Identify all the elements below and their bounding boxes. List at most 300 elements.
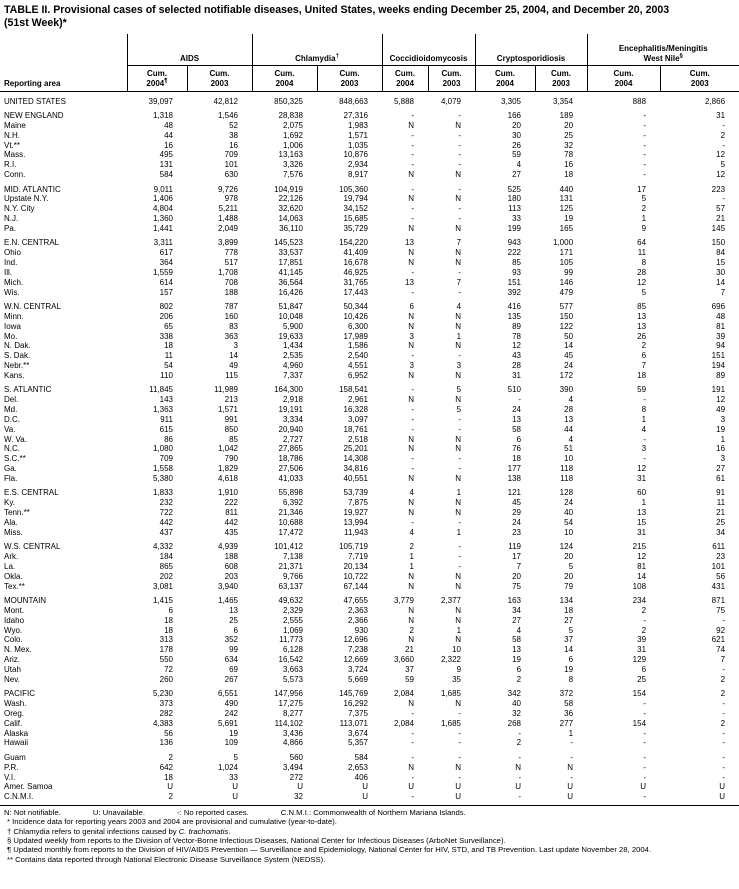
data-cell: 32 bbox=[564, 140, 574, 150]
data-cell: 19 bbox=[564, 214, 574, 224]
data-cell: 49 bbox=[716, 405, 726, 415]
data-cell: 364 bbox=[159, 258, 173, 268]
data-cell: 7,375 bbox=[347, 708, 368, 718]
data-cell: 642 bbox=[159, 762, 173, 772]
sub-column-header bbox=[428, 66, 475, 92]
data-cell: 4,804 bbox=[152, 204, 173, 214]
data-cell: 51 bbox=[564, 444, 574, 454]
data-cell: 1,035 bbox=[347, 140, 368, 150]
data-cell: 5 bbox=[641, 194, 647, 204]
data-cell: - bbox=[518, 728, 522, 738]
column-group-label: AIDS bbox=[179, 53, 200, 63]
row-label: Calif. bbox=[4, 718, 23, 728]
data-cell: 191 bbox=[711, 385, 726, 395]
data-cell: 22,126 bbox=[278, 194, 303, 204]
data-cell: - bbox=[458, 772, 462, 782]
column-group-label-line2: West Nile§ bbox=[643, 52, 683, 63]
data-cell: - bbox=[722, 699, 726, 709]
data-cell: 2,363 bbox=[347, 605, 368, 615]
data-cell: - bbox=[458, 184, 462, 194]
data-cell: 29 bbox=[512, 508, 522, 518]
data-cell: 16,328 bbox=[343, 405, 368, 415]
data-cell: 122 bbox=[559, 321, 574, 331]
data-cell: 1,069 bbox=[282, 625, 303, 635]
data-cell: 234 bbox=[632, 596, 647, 605]
data-cell: 12 bbox=[512, 341, 522, 351]
data-cell: 10,048 bbox=[278, 311, 303, 321]
data-cell: 20,940 bbox=[278, 424, 303, 434]
data-cell: 2 bbox=[641, 341, 647, 351]
data-cell: N bbox=[408, 508, 414, 518]
data-cell: 7,719 bbox=[347, 552, 368, 562]
data-cell: 20 bbox=[512, 120, 522, 130]
data-cell: 7,337 bbox=[282, 370, 303, 380]
table-row bbox=[0, 258, 739, 268]
data-cell: - bbox=[458, 752, 462, 762]
data-cell: N bbox=[408, 370, 414, 380]
data-cell: 617 bbox=[159, 248, 173, 258]
data-cell: - bbox=[458, 464, 462, 474]
notifiable-diseases-table bbox=[0, 34, 739, 802]
data-cell: 615 bbox=[159, 424, 173, 434]
data-cell: 3,436 bbox=[282, 728, 303, 738]
sub-column-cum-label: Cum. bbox=[274, 69, 295, 78]
data-cell: N bbox=[455, 223, 462, 233]
data-cell: 21,371 bbox=[278, 561, 303, 571]
data-cell: N bbox=[408, 605, 414, 615]
row-label: Ariz. bbox=[4, 655, 20, 665]
footnote bbox=[7, 845, 735, 854]
data-cell: 222 bbox=[224, 498, 238, 508]
data-cell: 3,494 bbox=[282, 762, 303, 772]
data-cell: 3 bbox=[409, 361, 414, 371]
data-cell: N bbox=[455, 341, 462, 351]
data-cell: 787 bbox=[224, 302, 238, 311]
data-cell: 33 bbox=[229, 772, 238, 782]
footnote bbox=[7, 817, 735, 826]
notes-list bbox=[4, 817, 735, 863]
data-cell: 1,363 bbox=[152, 405, 173, 415]
data-cell: 722 bbox=[159, 508, 173, 518]
sub-column-year-label: 2004 bbox=[496, 78, 514, 88]
data-cell: - bbox=[411, 708, 414, 718]
row-label: Va. bbox=[4, 424, 16, 434]
data-cell: 3,311 bbox=[153, 238, 173, 248]
data-cell: - bbox=[643, 111, 647, 121]
data-cell: 20 bbox=[564, 552, 574, 562]
data-cell: N bbox=[455, 699, 462, 709]
table-row bbox=[0, 204, 739, 214]
data-cell: 1,441 bbox=[152, 223, 173, 233]
data-cell: 13 bbox=[229, 605, 238, 615]
data-cell: N bbox=[408, 762, 414, 772]
data-cell: 16,426 bbox=[278, 287, 303, 297]
column-group-header bbox=[127, 34, 252, 66]
data-cell: 12 bbox=[637, 277, 647, 287]
data-cell: 435 bbox=[224, 527, 238, 537]
data-cell: 4,332 bbox=[152, 542, 173, 552]
table-row bbox=[0, 150, 739, 160]
data-cell: - bbox=[458, 140, 462, 150]
data-cell: - bbox=[411, 517, 414, 527]
data-cell: - bbox=[643, 170, 647, 180]
table-row bbox=[0, 763, 739, 773]
data-cell: 4,960 bbox=[282, 361, 303, 371]
data-cell: - bbox=[643, 699, 647, 709]
data-cell: 7,138 bbox=[282, 552, 303, 562]
data-cell: 67,144 bbox=[343, 581, 368, 591]
data-cell: 18 bbox=[164, 615, 173, 625]
data-cell: - bbox=[458, 424, 462, 434]
data-cell: 188 bbox=[224, 287, 238, 297]
data-cell: 5,900 bbox=[282, 321, 303, 331]
data-cell: - bbox=[722, 752, 726, 762]
data-cell: 26 bbox=[512, 140, 522, 150]
row-label: Tenn.** bbox=[4, 508, 30, 518]
data-cell: N bbox=[455, 120, 462, 130]
legend-item: N: Not notifiable. bbox=[4, 808, 61, 818]
data-cell: 8,917 bbox=[347, 170, 368, 180]
data-cell: 1,006 bbox=[282, 140, 303, 150]
data-cell: N bbox=[408, 311, 414, 321]
data-cell: 5,380 bbox=[152, 473, 173, 483]
data-cell: 60 bbox=[637, 488, 647, 498]
table-title-line1: TABLE II. Provisional cases of selected notifiable diseases, United States, weeks ending December 25, 2004, and December 20, 2003 bbox=[4, 4, 670, 16]
data-cell: U bbox=[640, 782, 647, 792]
data-cell: 2,540 bbox=[347, 351, 368, 361]
data-cell: 104,919 bbox=[274, 184, 303, 194]
data-cell: 13 bbox=[405, 238, 414, 248]
data-cell: - bbox=[722, 120, 726, 130]
table-row bbox=[0, 405, 739, 415]
data-cell: - bbox=[458, 517, 462, 527]
sub-column-year-label: 2003 bbox=[552, 78, 570, 88]
sub-column-cum-label: Cum. bbox=[339, 69, 360, 78]
sub-column-header bbox=[382, 66, 428, 92]
data-cell: 52 bbox=[229, 120, 238, 130]
data-cell: 6 bbox=[641, 664, 647, 674]
data-cell: 75 bbox=[716, 605, 726, 615]
data-cell: 442 bbox=[224, 517, 238, 527]
row-label: Alaska bbox=[4, 728, 29, 738]
data-cell: 79 bbox=[564, 581, 574, 591]
row-label: Okla. bbox=[4, 571, 23, 581]
data-cell: 1,571 bbox=[217, 405, 238, 415]
data-cell: 25 bbox=[564, 130, 574, 140]
data-cell: 213 bbox=[224, 395, 238, 405]
data-cell: 17,275 bbox=[278, 699, 303, 709]
data-cell: - bbox=[458, 111, 462, 121]
data-cell: 778 bbox=[224, 248, 238, 258]
data-cell: 871 bbox=[711, 596, 726, 605]
data-cell: 1 bbox=[409, 552, 414, 562]
data-cell: - bbox=[643, 772, 647, 782]
data-cell: 282 bbox=[159, 708, 173, 718]
data-cell: 5,691 bbox=[217, 718, 238, 728]
data-cell: - bbox=[411, 214, 414, 224]
data-cell: 1 bbox=[456, 527, 462, 537]
data-cell: 45 bbox=[564, 351, 574, 361]
data-cell: 11,845 bbox=[149, 385, 173, 395]
data-cell: 54 bbox=[164, 361, 173, 371]
row-label: E.N. CENTRAL bbox=[4, 238, 60, 248]
data-cell: - bbox=[411, 160, 414, 170]
sub-column-cum-label: Cum. bbox=[147, 69, 167, 78]
data-cell: 621 bbox=[711, 635, 726, 645]
table-row bbox=[0, 415, 739, 425]
data-cell: 203 bbox=[224, 571, 238, 581]
data-cell: 147,956 bbox=[274, 689, 303, 699]
data-cell: 4,383 bbox=[152, 718, 173, 728]
data-cell: 3 bbox=[720, 414, 726, 424]
data-cell: 17 bbox=[512, 552, 522, 562]
footnote-text: Incidence data for reporting years 2003 and 2004 are provisional and cumulative (year-to-date). bbox=[12, 817, 337, 827]
data-cell: 11,773 bbox=[279, 635, 303, 645]
data-cell: - bbox=[411, 752, 414, 762]
data-cell: 416 bbox=[507, 302, 522, 311]
data-cell: 12,696 bbox=[343, 635, 368, 645]
data-cell: 2,377 bbox=[440, 596, 462, 605]
data-cell: 56 bbox=[164, 728, 173, 738]
data-cell: N bbox=[408, 444, 414, 454]
table-row bbox=[0, 606, 739, 616]
data-cell: 76 bbox=[512, 444, 522, 454]
data-cell: 39 bbox=[637, 635, 647, 645]
data-cell: 10,722 bbox=[343, 571, 368, 581]
data-cell: - bbox=[643, 792, 647, 802]
data-cell: 50,344 bbox=[343, 302, 368, 311]
data-cell: 6 bbox=[641, 351, 647, 361]
data-cell: 91 bbox=[716, 488, 726, 498]
data-cell: 34,152 bbox=[343, 204, 368, 214]
data-cell: 14 bbox=[564, 341, 574, 351]
data-cell: 18 bbox=[164, 341, 173, 351]
table-row bbox=[0, 699, 739, 709]
table-row bbox=[0, 194, 739, 204]
data-cell: 6,300 bbox=[347, 321, 368, 331]
footnote-text: Updated monthly from reports to the Division of HIV/AIDS Prevention — Surveillance and Epidemiology, National Center for HIV, STD, and TB Prevention. Last update November 28, 2004. bbox=[13, 845, 652, 855]
data-cell: N bbox=[408, 571, 414, 581]
data-cell: 1,829 bbox=[217, 464, 238, 474]
data-cell: 15 bbox=[716, 258, 726, 268]
data-cell: 19 bbox=[564, 664, 574, 674]
data-cell: - bbox=[518, 395, 522, 405]
data-cell: U bbox=[232, 782, 238, 792]
data-cell: 10,426 bbox=[343, 311, 368, 321]
data-cell: - bbox=[458, 738, 462, 748]
data-cell: - bbox=[411, 287, 414, 297]
data-cell: 16 bbox=[564, 160, 574, 170]
data-cell: 1 bbox=[641, 414, 647, 424]
sub-column-year-label: 2003 bbox=[442, 78, 461, 88]
row-label: Idaho bbox=[4, 615, 25, 625]
data-cell: 17 bbox=[637, 184, 647, 194]
data-cell: 27 bbox=[564, 615, 574, 625]
row-label: W.S. CENTRAL bbox=[4, 542, 61, 552]
table-row bbox=[0, 729, 739, 739]
data-cell: 3 bbox=[641, 444, 647, 454]
data-cell: 850 bbox=[224, 424, 238, 434]
data-cell: 18 bbox=[637, 370, 647, 380]
data-cell: 7 bbox=[456, 277, 462, 287]
data-cell: 2 bbox=[168, 792, 173, 802]
data-cell: 1 bbox=[720, 434, 726, 444]
data-cell: 24 bbox=[564, 498, 574, 508]
data-cell: 24 bbox=[512, 405, 522, 415]
data-cell: 2 bbox=[409, 625, 414, 635]
data-cell: - bbox=[411, 150, 414, 160]
data-cell: 83 bbox=[229, 321, 238, 331]
data-cell: 163 bbox=[507, 596, 522, 605]
data-cell: 115 bbox=[225, 370, 238, 380]
data-cell: 3 bbox=[409, 331, 414, 341]
data-cell: 129 bbox=[632, 655, 647, 665]
data-cell: 18 bbox=[564, 605, 574, 615]
data-cell: N bbox=[408, 194, 414, 204]
data-cell: 33,537 bbox=[278, 248, 303, 258]
data-cell: 34 bbox=[716, 527, 726, 537]
data-cell: 4,079 bbox=[440, 96, 462, 106]
data-cell: 19 bbox=[512, 655, 522, 665]
row-label: UNITED STATES bbox=[4, 96, 66, 106]
column-group-label: Chlamydia bbox=[295, 53, 336, 63]
data-cell: 9 bbox=[456, 664, 462, 674]
data-cell: 232 bbox=[159, 498, 173, 508]
row-label: Nebr.** bbox=[4, 361, 30, 371]
data-cell: 4,866 bbox=[282, 738, 303, 748]
data-cell: 27 bbox=[512, 170, 522, 180]
data-cell: 1,983 bbox=[347, 120, 368, 130]
table-row bbox=[0, 341, 739, 351]
row-label: S.C.** bbox=[4, 454, 26, 464]
row-label: Ohio bbox=[4, 248, 21, 258]
data-cell: N bbox=[455, 498, 462, 508]
data-cell: 7 bbox=[641, 361, 647, 371]
data-cell: 7,576 bbox=[282, 170, 303, 180]
data-cell: 1 bbox=[456, 331, 462, 341]
data-cell: 30 bbox=[716, 267, 726, 277]
data-cell: 437 bbox=[159, 527, 173, 537]
row-label: MOUNTAIN bbox=[4, 596, 47, 605]
table-row bbox=[0, 498, 739, 508]
data-cell: U bbox=[408, 782, 414, 792]
data-cell: 26 bbox=[637, 331, 647, 341]
data-cell: N bbox=[408, 635, 414, 645]
data-cell: 991 bbox=[224, 414, 238, 424]
table-row bbox=[0, 719, 739, 729]
data-cell: 848,663 bbox=[339, 96, 368, 106]
table-row bbox=[0, 160, 739, 170]
data-cell: 145,769 bbox=[339, 689, 368, 699]
sub-column-year-label: 2003 bbox=[690, 78, 709, 88]
data-cell: 17,851 bbox=[278, 258, 303, 268]
data-cell: - bbox=[411, 738, 414, 748]
data-cell: 584 bbox=[159, 170, 173, 180]
row-label: Mich. bbox=[4, 277, 24, 287]
table-row bbox=[0, 738, 739, 748]
data-cell: 11,989 bbox=[214, 385, 238, 395]
data-cell: 1,558 bbox=[152, 464, 173, 474]
data-cell: - bbox=[643, 762, 647, 772]
row-label: Md. bbox=[4, 405, 18, 415]
data-cell: - bbox=[458, 267, 462, 277]
row-label: Miss. bbox=[4, 527, 23, 537]
data-cell: 5 bbox=[568, 625, 574, 635]
data-cell: - bbox=[643, 454, 647, 464]
legend-item: U: Unavailable. bbox=[92, 808, 145, 818]
data-cell: 145 bbox=[711, 223, 726, 233]
row-label: R.I. bbox=[4, 160, 17, 170]
data-cell: 19,191 bbox=[278, 405, 303, 415]
table-row bbox=[0, 322, 739, 332]
data-cell: 74 bbox=[716, 645, 726, 655]
data-cell: 12 bbox=[716, 170, 726, 180]
data-cell: 18 bbox=[164, 625, 173, 635]
data-cell: 3,899 bbox=[217, 238, 238, 248]
data-cell: N bbox=[455, 762, 462, 772]
data-cell: 4 bbox=[456, 302, 462, 311]
data-cell: 85 bbox=[229, 434, 238, 444]
data-cell: 32,620 bbox=[278, 204, 303, 214]
data-cell: N bbox=[515, 762, 522, 772]
data-cell: 811 bbox=[225, 508, 238, 518]
row-label: Nev. bbox=[4, 674, 20, 684]
data-cell: 2 bbox=[641, 605, 647, 615]
column-group-label: Cryptosporidiosis bbox=[496, 53, 566, 63]
data-cell: - bbox=[643, 434, 647, 444]
data-cell: 40 bbox=[564, 508, 574, 518]
data-cell: 128 bbox=[559, 488, 574, 498]
data-cell: 11 bbox=[716, 498, 726, 508]
footnotes bbox=[0, 808, 735, 864]
data-cell: 10 bbox=[452, 645, 462, 655]
row-label: Conn. bbox=[4, 170, 26, 180]
column-group-label: Coccidioidomycosis bbox=[389, 53, 468, 63]
table-row bbox=[0, 582, 739, 592]
data-cell: - bbox=[458, 454, 462, 464]
data-cell: - bbox=[458, 414, 462, 424]
table-row bbox=[0, 635, 739, 645]
data-cell: 154,220 bbox=[339, 238, 368, 248]
row-label: La. bbox=[4, 561, 16, 571]
data-cell: U bbox=[362, 792, 368, 802]
data-cell: 5 bbox=[568, 561, 574, 571]
data-cell: 119 bbox=[508, 542, 522, 552]
data-cell: - bbox=[643, 728, 647, 738]
data-cell: 145,523 bbox=[274, 238, 303, 248]
data-cell: N bbox=[455, 258, 462, 268]
data-cell: 160 bbox=[224, 311, 238, 321]
data-cell: 2,866 bbox=[705, 96, 726, 106]
data-cell: - bbox=[411, 130, 414, 140]
data-cell: 1,833 bbox=[152, 488, 173, 498]
data-cell: 865 bbox=[159, 561, 173, 571]
sub-column-header bbox=[475, 66, 535, 92]
data-cell: 2,653 bbox=[347, 762, 368, 772]
data-cell: 215 bbox=[632, 542, 647, 552]
legend-line bbox=[4, 808, 735, 817]
row-label: Del. bbox=[4, 395, 19, 405]
data-cell: 1 bbox=[568, 728, 574, 738]
data-cell: 27 bbox=[716, 464, 726, 474]
table-row bbox=[0, 675, 739, 685]
row-label: Oreg. bbox=[4, 708, 25, 718]
data-cell: 2 bbox=[516, 738, 522, 748]
data-cell: 3,940 bbox=[217, 581, 238, 591]
data-cell: N bbox=[455, 581, 462, 591]
data-cell: 51,847 bbox=[278, 302, 303, 311]
data-cell: 3 bbox=[233, 341, 238, 351]
